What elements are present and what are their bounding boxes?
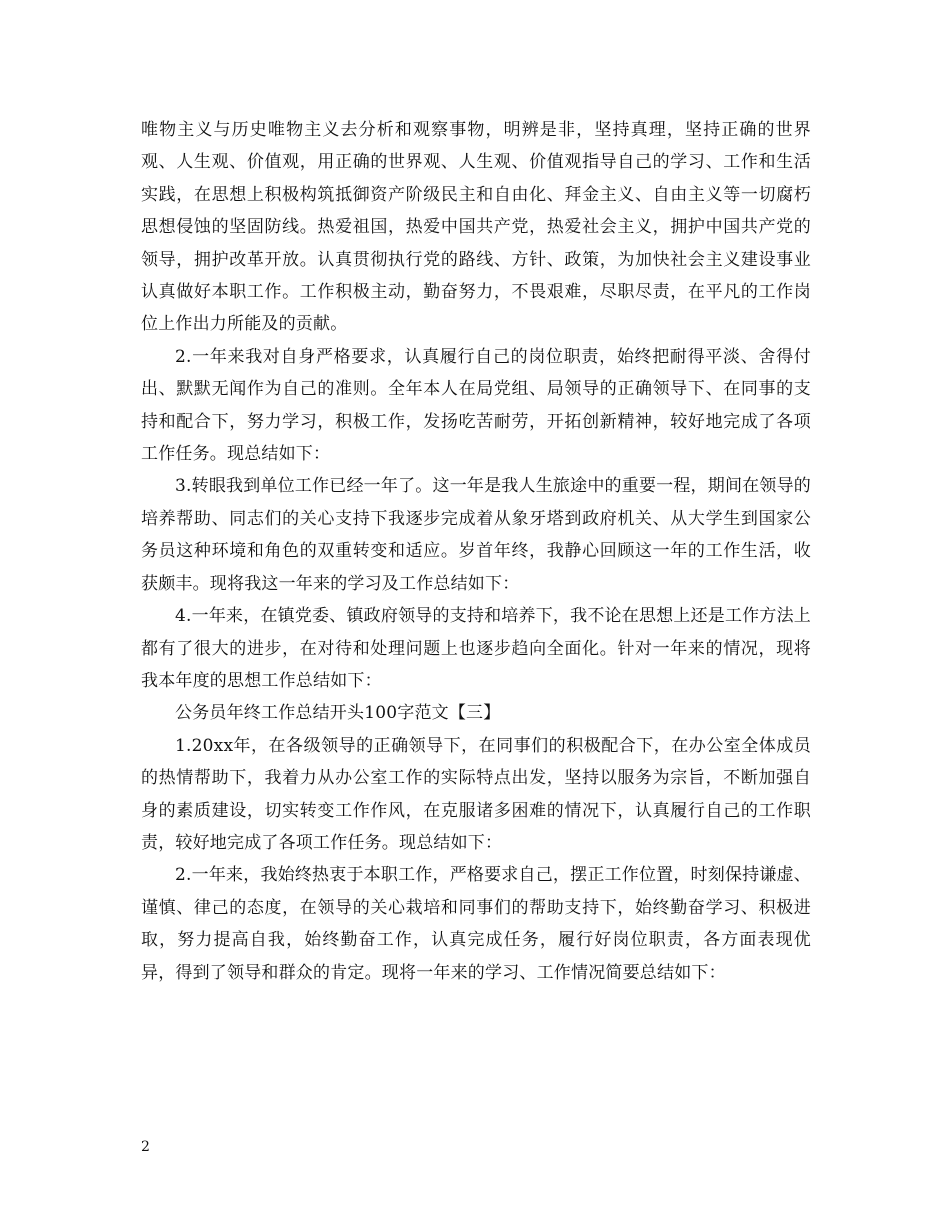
paragraph-continuation: 唯物主义与历史唯物主义去分析和观察事物，明辨是非，坚持真理，坚持正确的世界观、人生观、价值观，用正确的世界观、人生观、价值观指导自己的学习、工作和生活实践，在思想上积极构筑抵御资产阶级民主和自由化、拜金主义、自由主义等一切腐朽思想侵蚀的坚固防线。热爱祖国，热爱中国共产党，热爱社会主义，拥护中国共产党的领导，拥护改革开放。认真贯彻执行党的路线、方针、政策，为加快社会主义建设事业认真做好本职工作。工作积极主动，勤奋努力，不畏艰难，尽职尽责，在平凡的工作岗位上作出力所能及的贡献。 [141,120,811,335]
paragraph-section3-item-1: 1.20xx年，在各级领导的正确领导下，在同事们的积极配合下，在办公室全体成员的热情帮助下，我着力从办公室工作的实际特点出发，坚持以服务为宗旨，不断加强自身的素质建设，切实转变工作作风，在克服诸多困难的情况下，认真履行自己的工作职责，较好地完成了各项工作任务。现总结如下： [141,735,811,853]
section-heading: 公务员年终工作总结开头100字范文【三】 [175,703,501,724]
page-number: 2 [141,1139,150,1155]
paragraph-item-2: 2.一年来我对自身严格要求，认真履行自己的岗位职责，始终把耐得平淡、舍得付出、默默无闻作为自己的准则。全年本人在局党组、局领导的正确领导下、在同事的支持和配合下，努力学习，积极工作，发扬吃苦耐劳，开拓创新精神，较好地完成了各项工作任务。现总结如下： [141,346,811,465]
paragraph-section3-item-2: 2.一年来，我始终热衷于本职工作，严格要求自己，摆正工作位置，时刻保持谦虚、谨慎、律己的态度，在领导的关心栽培和同事们的帮助支持下，始终勤奋学习、积极进取，努力提高自我，始终勤奋工作，认真完成任务，履行好岗位职责，各方面表现优异，得到了领导和群众的肯定。现将一年来的学习、工作情况简要总结如下： [141,865,811,983]
paragraph-item-3: 3.转眼我到单位工作已经一年了。这一年是我人生旅途中的重要一程，期间在领导的培养帮助、同志们的关心支持下我逐步完成着从象牙塔到政府机关、从大学生到国家公务员这种环境和角色的双重转变和适应。岁首年终，我静心回顾这一年的工作生活，收获颇丰。现将我这一年来的学习及工作总结如下： [141,476,811,594]
paragraph-item-4: 4.一年来，在镇党委、镇政府领导的支持和培养下，我不论在思想上还是工作方法上都有了很大的进步，在对待和处理问题上也逐步趋向全面化。针对一年来的情况，现将我本年度的思想工作总结如下： [141,606,811,691]
document-body [141,114,811,989]
